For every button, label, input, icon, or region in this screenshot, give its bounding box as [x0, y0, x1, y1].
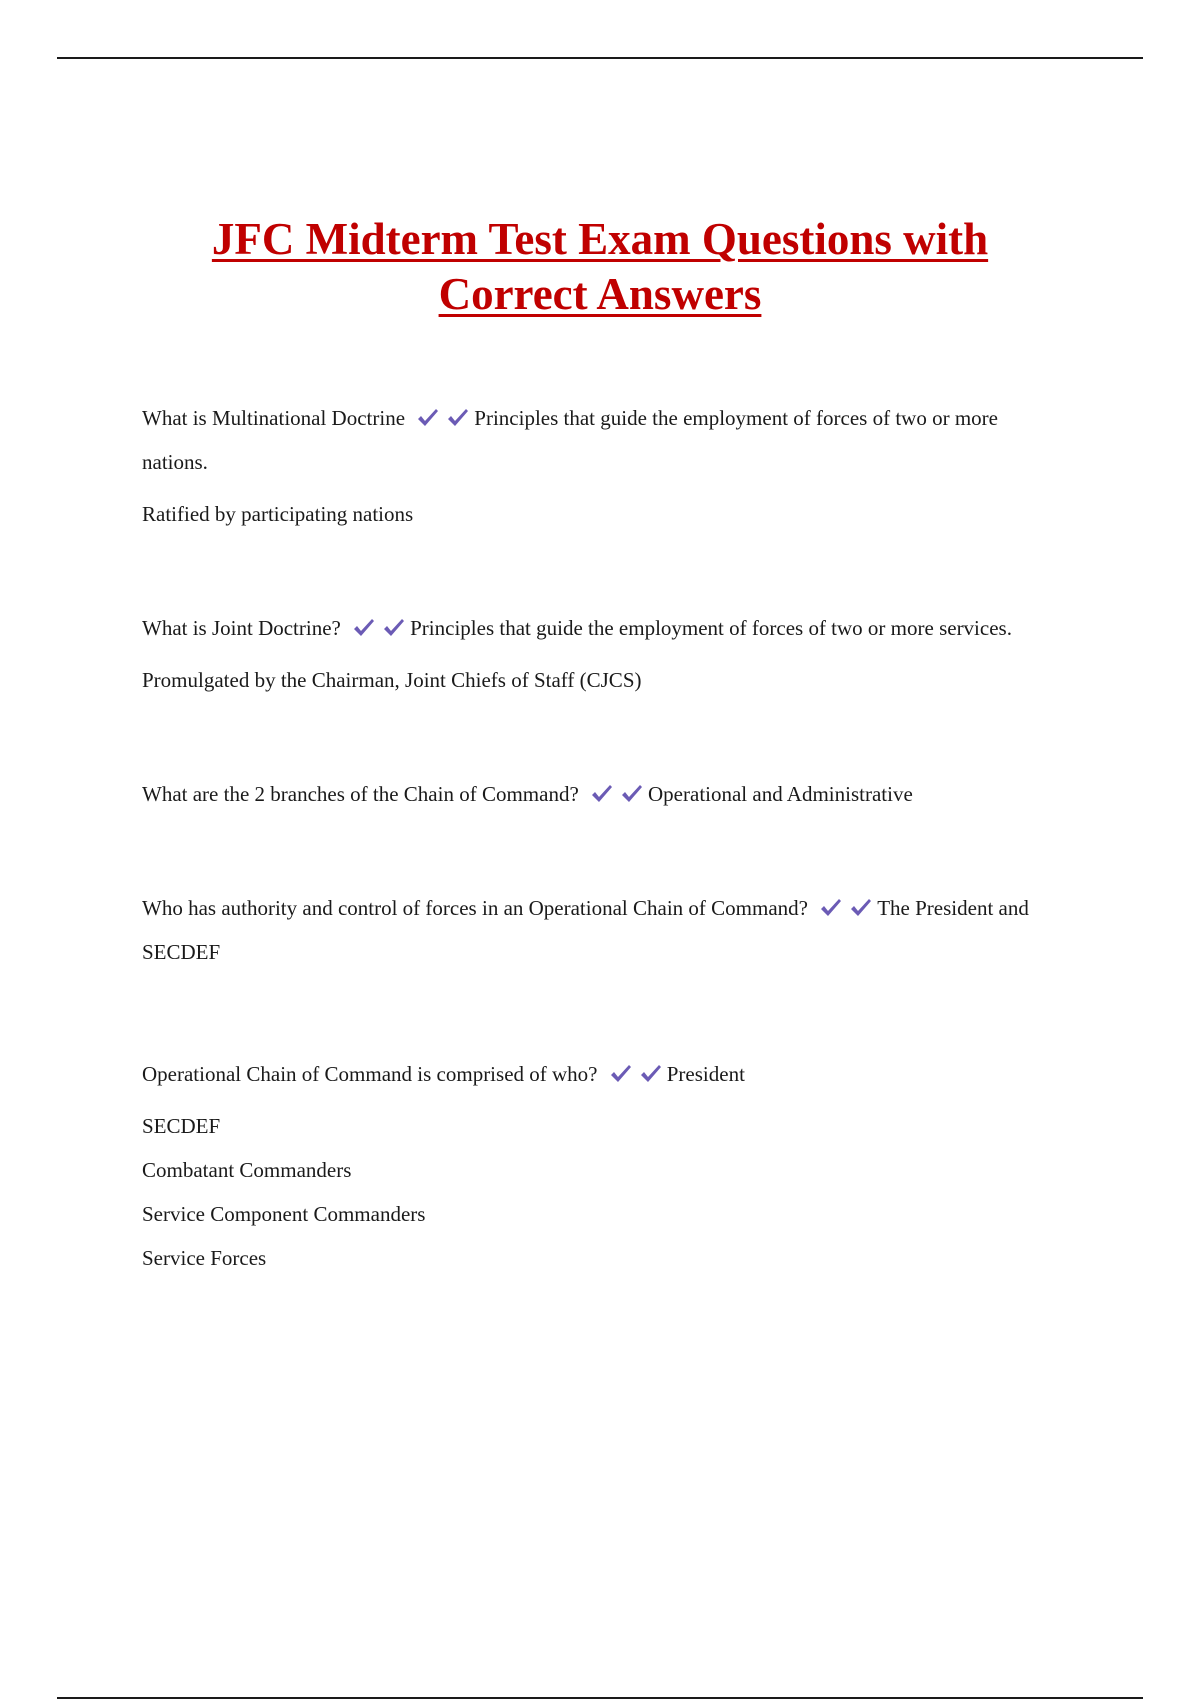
title-line-2: Correct Answers [438, 269, 762, 319]
qa-item [142, 886, 1062, 974]
question-text: What is Multinational Doctrine [142, 406, 406, 430]
question-text: Who has authority and control of forces in an Operational Chain of Command? [142, 896, 808, 920]
qa-item [142, 606, 1062, 694]
answer-text: Operational and Administrative [648, 782, 913, 806]
answer-detail: Ratified by participating nations [142, 502, 414, 526]
checkmark-icon [609, 1063, 633, 1085]
checkmark-icon [416, 407, 440, 429]
answer-detail: Service Forces [142, 1246, 267, 1270]
checkmark-icon [849, 897, 873, 919]
answer-detail: Service Component Commanders [142, 1202, 426, 1226]
answer-text: The President and SECDEF [142, 896, 1029, 964]
document-title [100, 212, 1100, 322]
checkmark-icon [590, 783, 614, 805]
header-rule [57, 57, 1143, 59]
checkmark-icon [620, 783, 644, 805]
answer-text: Principles that guide the employment of forces of two or more services. [410, 616, 1012, 640]
footer-rule [57, 1697, 1143, 1699]
checkmark-icon [639, 1063, 663, 1085]
answer-detail: SECDEF [142, 1114, 221, 1138]
qa-item [142, 396, 1062, 528]
answer-detail: Promulgated by the Chairman, Joint Chiefs of Staff (CJCS) [142, 668, 642, 692]
checkmark-icon [382, 617, 406, 639]
qa-list [142, 396, 1062, 1272]
checkmark-icon [352, 617, 376, 639]
question-text: What is Joint Doctrine? [142, 616, 341, 640]
checkmark-icon [819, 897, 843, 919]
checkmark-icon [446, 407, 470, 429]
qa-item [142, 772, 1062, 816]
question-text: What are the 2 branches of the Chain of Command? [142, 782, 579, 806]
answer-text: President [666, 1062, 745, 1086]
question-text: Operational Chain of Command is comprised of who? [142, 1062, 598, 1086]
qa-item [142, 1052, 1062, 1272]
title-line-1: JFC Midterm Test Exam Questions with [211, 214, 989, 264]
answer-detail: Combatant Commanders [142, 1158, 352, 1182]
answer-text: Principles that guide the employment of forces of two or more nations. [142, 406, 998, 474]
